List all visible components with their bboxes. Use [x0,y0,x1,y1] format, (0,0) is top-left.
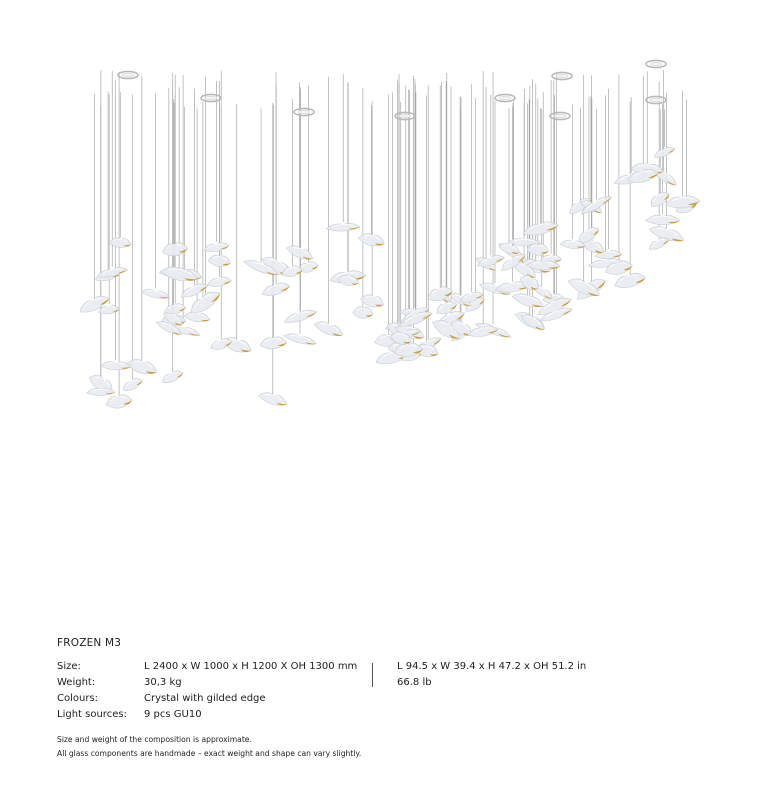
canopy [118,71,138,78]
size-label: Size: [57,661,81,672]
glass-piece [203,241,230,253]
glass-piece [141,287,171,300]
glass-piece [648,189,672,210]
size-metric-value: L 2400 x W 1000 x H 1200 X OH 1300 mm [144,661,358,672]
glass-piece [208,254,231,267]
glass-piece [653,145,676,160]
note-approximate: Size and weight of the composition is approximate. [57,735,252,744]
canopy [552,72,572,79]
light-sources-value: 9 pcs GU10 [144,709,202,720]
weight-metric-value: 30,3 kg [144,677,182,688]
glass-piece [646,215,680,225]
glass-piece [101,361,131,370]
canopy [646,60,666,67]
product-title: FROZEN M3 [57,637,122,649]
light-sources-label: Light sources: [57,709,127,720]
glass-piece [283,332,318,347]
glass-piece [259,336,287,350]
glass-piece [326,223,360,232]
canopy [550,112,570,119]
glass-piece [87,388,115,395]
canopy [495,94,515,101]
weight-label: Weight: [57,677,96,688]
glass-piece [206,276,232,289]
colours-value: Crystal with gilded edge [144,693,266,704]
canopy [646,96,666,103]
note-handmade: All glass components are handmade – exact weight and shape can vary slightly. [57,749,362,758]
canopy [395,112,415,119]
glass-piece [352,306,373,319]
canopy [294,108,314,115]
size-imperial-value: L 94.5 x W 39.4 x H 47.2 x OH 51.2 in [397,661,587,672]
canopy [201,94,221,101]
spec-divider [372,663,373,687]
colours-label: Colours: [57,693,99,704]
weight-imperial-value: 66.8 lb [397,677,432,688]
